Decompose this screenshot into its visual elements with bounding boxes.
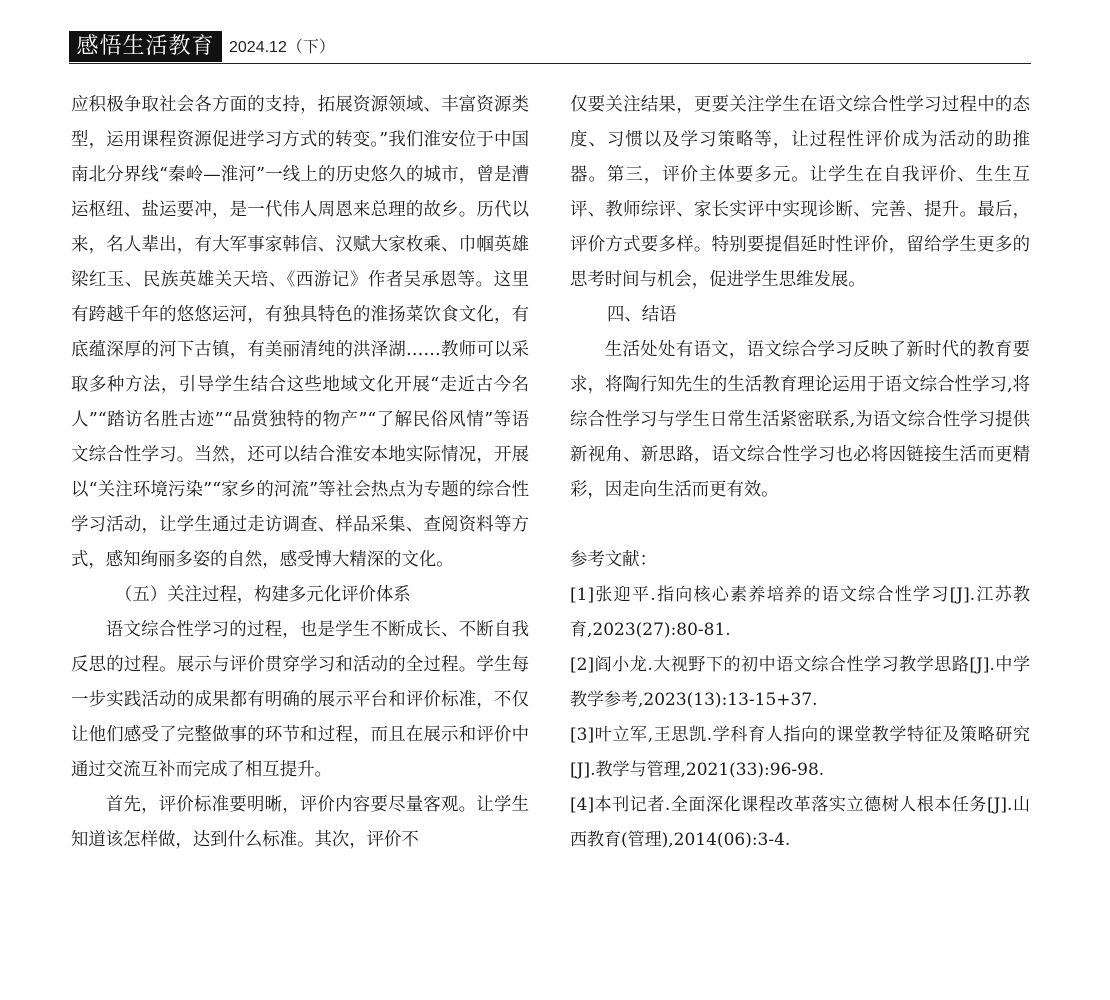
body-paragraph: 应积极争取社会各方面的支持，拓展资源领域、丰富资源类型，运用课程资源促进学习方式的转变。”我们淮安位于中国南北分界线“秦岭—淮河”一线上的历史悠久的城市，曾是漕运枢纽、盐运要冲，是一代伟人周恩来总理的故乡。历代以来，名人辈出，有大军事家韩信、汉赋大家枚乘、巾帼英雄梁红玉、民族英雄关天培、《西游记》作者吴承恩等。这里有跨越千年的悠悠运河，有独具特色的淮扬菜饮食文化，有底蕴深厚的河下古镇，有美丽清纯的洪泽湖……教师可以采取多种方法，引导学生结合这些地域文化开展“走近古今名人”“踏访名胜古迹”“品赏独特的物产”“了解民俗风情”等语文综合性学习。当然，还可以结合淮安本地实际情况，开展以“关注环境污染”“家乡的河流”等社会热点为专题的综合性学习活动，让学生通过走访调查、样品采集、查阅资料等方式，感知绚丽多姿的自然，感受博大精深的文化。: [71, 95, 529, 570]
page-header: [69, 31, 1031, 64]
left-column: [71, 88, 529, 858]
spacer: [570, 508, 1030, 543]
reference-item: [3]叶立军,王思凯.学科育人指向的课堂教学特征及策略研究[J].教学与管理,2021(33):96-98.: [570, 725, 1030, 780]
issue-label: 2024.12（下）: [229, 39, 335, 56]
journal-name: 感悟生活教育: [69, 31, 222, 62]
body-paragraph: 语文综合性学习的过程，也是学生不断成长、不断自我反思的过程。展示与评价贯穿学习和活动的全过程。学生每一步实践活动的成果都有明确的展示平台和评价标准，不仅让他们感受了完整做事的环节和过程，而且在展示和评价中通过交流互补而完成了相互提升。: [71, 620, 529, 780]
reference-item: [1]张迎平.指向核心素养培养的语文综合性学习[J].江苏教育,2023(27):80-81.: [570, 585, 1030, 640]
reference-item: [2]阎小龙.大视野下的初中语文综合性学习教学思路[J].中学教学参考,2023(13):13-15+37.: [570, 655, 1030, 710]
body-paragraph: 首先，评价标准要明晰，评价内容要尽量客观。让学生知道该怎样做，达到什么标准。其次，评价不: [71, 795, 529, 850]
right-column: [570, 88, 1030, 858]
section-heading: （五）关注过程，构建多元化评价体系: [115, 585, 411, 605]
references-title: 参考文献：: [570, 550, 657, 570]
section-heading: 四、结语: [607, 305, 677, 325]
body-paragraph: 仅要关注结果，更要关注学生在语文综合性学习过程中的态度、习惯以及学习策略等，让过程性评价成为活动的助推器。第三，评价主体要多元。让学生在自我评价、生生互评、教师综评、家长实评中实现诊断、完善、提升。最后，评价方式要多样。特别要提倡延时性评价，留给学生更多的思考时间与机会，促进学生思维发展。: [570, 95, 1030, 290]
body-paragraph: 生活处处有语文，语文综合学习反映了新时代的教育要求，将陶行知先生的生活教育理论运用于语文综合性学习,将综合性学习与学生日常生活紧密联系,为语文综合性学习提供新视角、新思路，语文综合性学习也必将因链接生活而更精彩，因走向生活而更有效。: [570, 340, 1030, 500]
reference-item: [4]本刊记者.全面深化课程改革落实立德树人根本任务[J].山西教育(管理),2014(06):3-4.: [570, 795, 1030, 850]
